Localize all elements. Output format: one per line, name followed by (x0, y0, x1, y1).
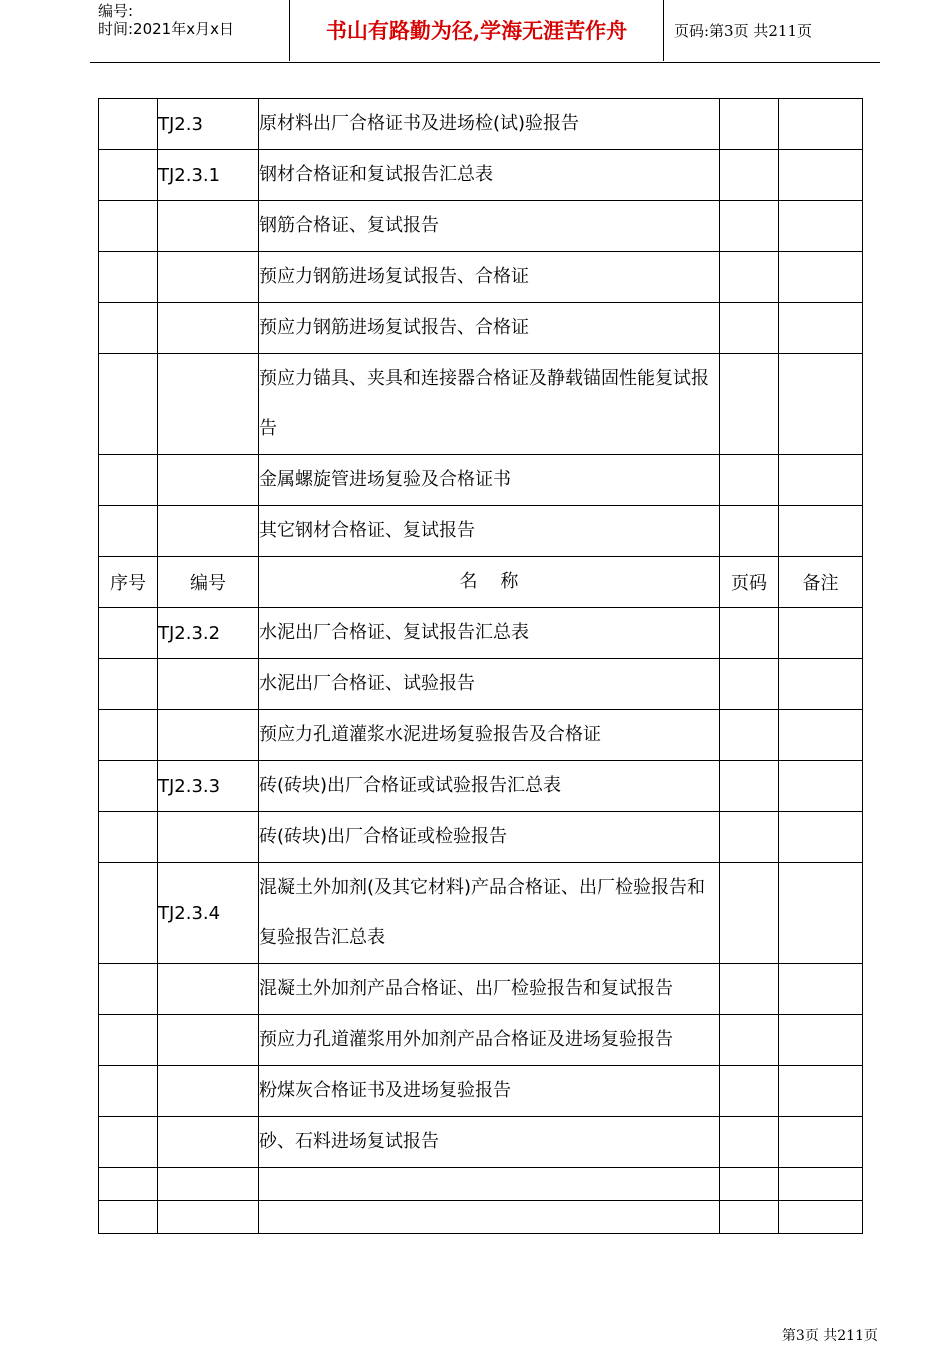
table-row (99, 1168, 863, 1201)
row-name-cell: 水泥出厂合格证、复试报告汇总表 (259, 608, 720, 659)
row-name-cell: 混凝土外加剂(及其它材料)产品合格证、出厂检验报告和复验报告汇总表 (259, 863, 720, 964)
row-seq-cell (99, 812, 158, 863)
row-remark-cell (779, 608, 863, 659)
header-code: 编号 (158, 557, 259, 608)
row-remark-cell (779, 1066, 863, 1117)
header-remark: 备注 (779, 557, 863, 608)
header-motto: 书山有路勤为径,学海无涯苦作舟 (325, 18, 628, 43)
row-remark-cell (779, 863, 863, 964)
row-page-cell (720, 201, 779, 252)
number-label: 编号: (98, 2, 134, 20)
row-name-cell: 钢材合格证和复试报告汇总表 (259, 150, 720, 201)
row-page-cell (720, 761, 779, 812)
row-page-cell (720, 608, 779, 659)
row-code-cell (158, 812, 259, 863)
row-seq-cell (99, 354, 158, 455)
table-row (99, 761, 863, 812)
row-code-cell (158, 964, 259, 1015)
row-name-cell: 预应力钢筋进场复试报告、合格证 (259, 303, 720, 354)
row-seq-cell (99, 99, 158, 150)
row-page-cell (720, 455, 779, 506)
row-remark-cell (779, 1015, 863, 1066)
row-seq-cell (99, 608, 158, 659)
row-code-cell: TJ2.3.2 (158, 608, 259, 659)
row-remark-cell (779, 252, 863, 303)
row-page-cell (720, 1117, 779, 1168)
row-remark-cell (779, 506, 863, 557)
table-row (99, 1015, 863, 1066)
row-code-cell (158, 1117, 259, 1168)
row-code-cell: TJ2.3 (158, 99, 259, 150)
row-seq-cell (99, 252, 158, 303)
row-name-cell: 预应力钢筋进场复试报告、合格证 (259, 252, 720, 303)
row-code-cell (158, 455, 259, 506)
row-name-cell: 预应力锚具、夹具和连接器合格证及静载锚固性能复试报告 (259, 354, 720, 455)
table-row (99, 659, 863, 710)
row-page-cell (720, 863, 779, 964)
row-name-cell: 混凝土外加剂产品合格证、出厂检验报告和复试报告 (259, 964, 720, 1015)
time-label: 时间:2021年x月x日 (98, 20, 234, 38)
row-seq-cell (99, 964, 158, 1015)
row-name-cell: 砖(砖块)出厂合格证或试验报告汇总表 (259, 761, 720, 812)
row-page-cell (720, 1201, 779, 1234)
table-row (99, 812, 863, 863)
table-row (99, 455, 863, 506)
table-row (99, 150, 863, 201)
row-name-cell: 砂、石料进场复试报告 (259, 1117, 720, 1168)
row-name-cell: 其它钢材合格证、复试报告 (259, 506, 720, 557)
row-code-cell (158, 659, 259, 710)
row-remark-cell (779, 812, 863, 863)
row-name-cell: 预应力孔道灌浆用外加剂产品合格证及进场复验报告 (259, 1015, 720, 1066)
table-header-body (99, 557, 863, 608)
materials-index-table (98, 98, 863, 1234)
page-header (90, 0, 880, 63)
row-seq-cell (99, 1015, 158, 1066)
table-row (99, 1117, 863, 1168)
row-remark-cell (779, 659, 863, 710)
row-remark-cell (779, 201, 863, 252)
row-seq-cell (99, 710, 158, 761)
row-seq-cell (99, 863, 158, 964)
row-remark-cell (779, 1201, 863, 1234)
row-name-cell: 水泥出厂合格证、试验报告 (259, 659, 720, 710)
row-code-cell (158, 1168, 259, 1201)
table-body-bottom (99, 608, 863, 1234)
row-code-cell (158, 1015, 259, 1066)
row-remark-cell (779, 710, 863, 761)
row-remark-cell (779, 455, 863, 506)
row-code-cell (158, 201, 259, 252)
row-seq-cell (99, 455, 158, 506)
row-page-cell (720, 252, 779, 303)
table-header-row (99, 557, 863, 608)
table-row (99, 303, 863, 354)
row-code-cell (158, 354, 259, 455)
row-remark-cell (779, 303, 863, 354)
row-code-cell: TJ2.3.3 (158, 761, 259, 812)
row-page-cell (720, 812, 779, 863)
row-code-cell: TJ2.3.1 (158, 150, 259, 201)
header-name: 名 称 (259, 557, 720, 608)
row-seq-cell (99, 201, 158, 252)
table-row (99, 1066, 863, 1117)
row-code-cell (158, 1066, 259, 1117)
row-remark-cell (779, 761, 863, 812)
row-page-cell (720, 1066, 779, 1117)
table-row (99, 1201, 863, 1234)
row-page-cell (720, 710, 779, 761)
table-row (99, 506, 863, 557)
row-name-cell: 原材料出厂合格证书及进场检(试)验报告 (259, 99, 720, 150)
row-code-cell: TJ2.3.4 (158, 863, 259, 964)
row-code-cell (158, 252, 259, 303)
header-meta (98, 2, 234, 38)
row-seq-cell (99, 659, 158, 710)
row-code-cell (158, 1201, 259, 1234)
table-row (99, 710, 863, 761)
table-row (99, 964, 863, 1015)
row-page-cell (720, 303, 779, 354)
table-row (99, 863, 863, 964)
row-seq-cell (99, 506, 158, 557)
row-code-cell (158, 710, 259, 761)
row-seq-cell (99, 1066, 158, 1117)
row-name-cell: 预应力孔道灌浆水泥进场复验报告及合格证 (259, 710, 720, 761)
row-seq-cell (99, 761, 158, 812)
row-name-cell: 砖(砖块)出厂合格证或检验报告 (259, 812, 720, 863)
table-row (99, 608, 863, 659)
row-page-cell (720, 1168, 779, 1201)
row-page-cell (720, 150, 779, 201)
row-seq-cell (99, 1117, 158, 1168)
row-page-cell (720, 1015, 779, 1066)
row-remark-cell (779, 354, 863, 455)
row-page-cell (720, 354, 779, 455)
row-page-cell (720, 506, 779, 557)
row-name-cell: 粉煤灰合格证书及进场复验报告 (259, 1066, 720, 1117)
row-name-cell: 金属螺旋管进场复验及合格证书 (259, 455, 720, 506)
row-code-cell (158, 303, 259, 354)
page-footer: 第3页 共211页 (781, 1328, 878, 1344)
table-row (99, 201, 863, 252)
row-remark-cell (779, 99, 863, 150)
row-page-cell (720, 964, 779, 1015)
header-page-info: 页码:第3页 共211页 (674, 22, 812, 40)
row-remark-cell (779, 964, 863, 1015)
row-remark-cell (779, 1117, 863, 1168)
row-remark-cell (779, 150, 863, 201)
row-seq-cell (99, 303, 158, 354)
table-row (99, 99, 863, 150)
row-name-cell: 钢筋合格证、复试报告 (259, 201, 720, 252)
row-page-cell (720, 99, 779, 150)
row-seq-cell (99, 1201, 158, 1234)
table-body-top (99, 99, 863, 557)
row-code-cell (158, 506, 259, 557)
header-seq: 序号 (99, 557, 158, 608)
row-seq-cell (99, 150, 158, 201)
table-row (99, 252, 863, 303)
row-remark-cell (779, 1168, 863, 1201)
header-divider (663, 0, 664, 61)
row-seq-cell (99, 1168, 158, 1201)
row-name-cell (259, 1168, 720, 1201)
table-row (99, 354, 863, 455)
row-name-cell (259, 1201, 720, 1234)
row-page-cell (720, 659, 779, 710)
header-page: 页码 (720, 557, 779, 608)
